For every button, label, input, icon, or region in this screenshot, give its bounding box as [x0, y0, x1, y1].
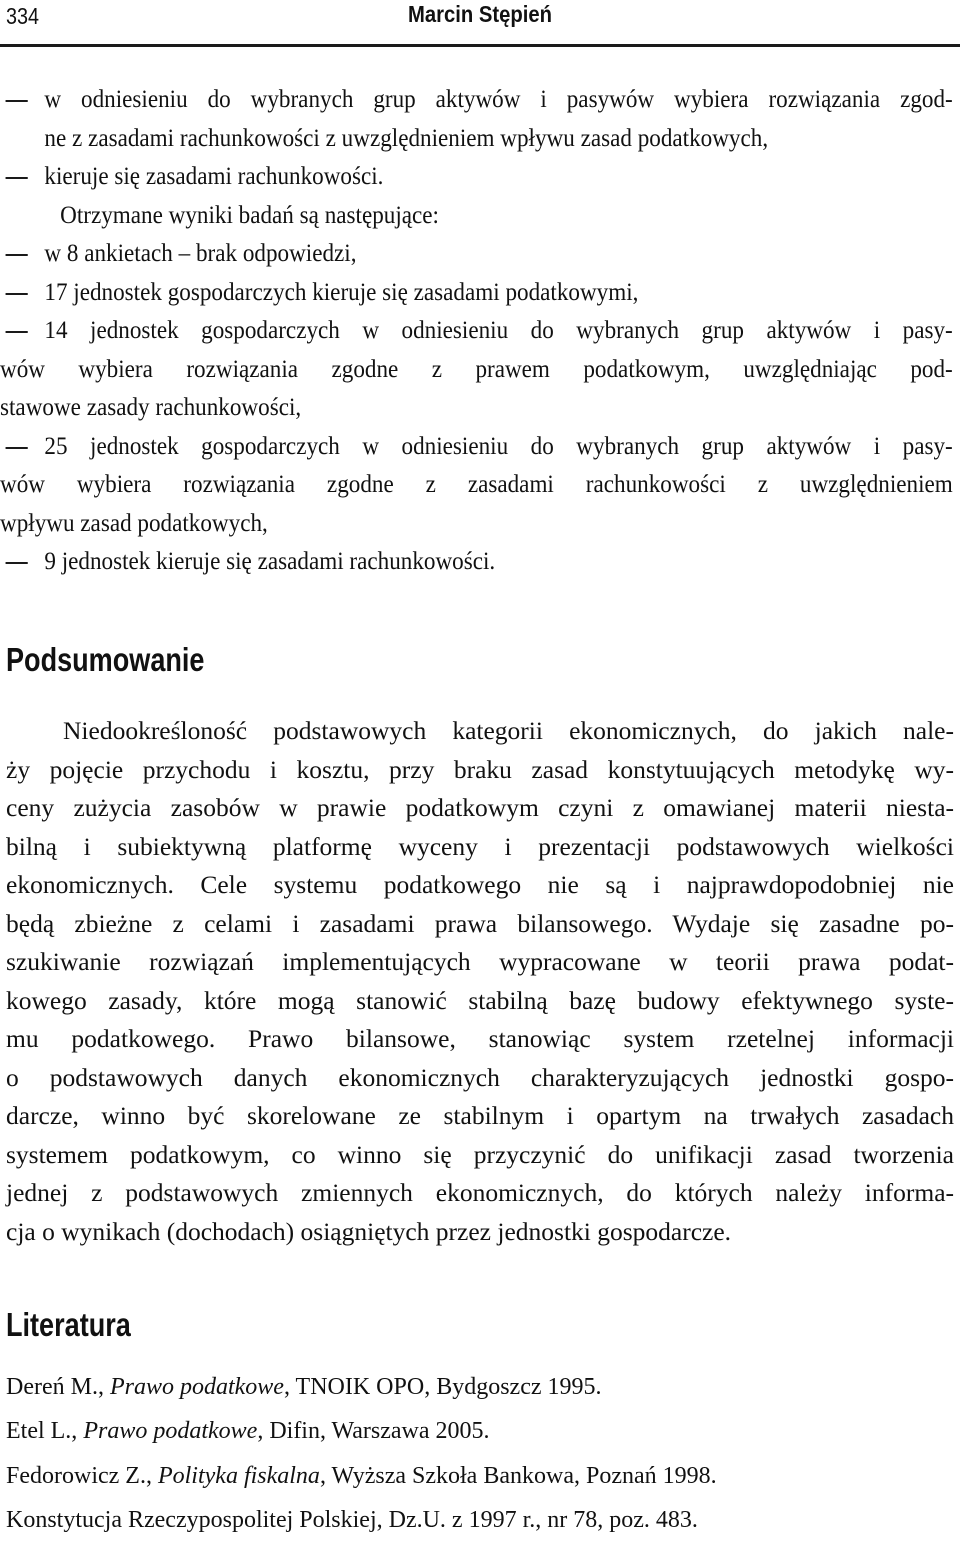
paragraph-line: kowego zasady, które mogą stanowić stabilną bazę budowy efektywnego syste-: [6, 985, 954, 1015]
paragraph-line: będą zbieżne z celami i zasadami prawa bilansowego. Wydaje się zasadne po-: [6, 908, 954, 938]
paragraph-line: cja o wynikach (dochodach) osiągniętych przez jednostki gospodarcze.: [6, 1216, 732, 1246]
list-item: 14 jednostek gospodarczych w odniesieniu do wybranych grup aktywów i pasy-: [0, 312, 953, 351]
paragraph-line: o podstawowych danych ekonomicznych charakteryzujących jednostki gospo-: [6, 1062, 954, 1092]
section-heading-summary: Podsumowanie: [6, 641, 205, 678]
list-item: kieruje się zasadami rachunkowości.: [0, 158, 953, 197]
reference-title: Polityka fiskalna: [157, 1462, 320, 1489]
page-number: 334: [6, 3, 40, 29]
reference-item: Konstytucja Rzeczypospolitej Polskiej, Dz.U. z 1997 r., nr 78, poz. 483.: [6, 1506, 698, 1533]
paragraph-line: bilną i subiektywną platformę wyceny i prezentacji podstawowych wielkości: [6, 831, 954, 861]
list-item-continuation: w odniesieniu do wybranych grup aktywów i pasywów wybiera rozwiązania zgod-: [0, 81, 953, 120]
reference-title: Prawo podatkowe: [83, 1418, 258, 1445]
paragraph-line: ekonomicznych. Cele systemu podatkowego nie są i najprawdopodobniej nie: [6, 870, 954, 899]
dash-bullet-icon: [6, 100, 28, 102]
paragraph-line: Niedookreśloność podstawowych kategorii ekonomicznych, do jakich nale-: [63, 716, 954, 745]
list-item: 9 jednostek kieruje się zasadami rachunkowości.: [0, 543, 953, 582]
paragraph-line: systemem podatkowym, co winno się przyczynić do unifikacji zasad tworzenia: [6, 1139, 954, 1169]
reference-list: [6, 1372, 956, 1549]
list-item: w 8 ankietach – brak odpowiedzi,: [0, 235, 953, 274]
reference-item: Fedorowicz Z., Polityka fiskalna, Wyższa Szkoła Bankowa, Poznań 1998.: [6, 1462, 717, 1489]
list-item-continuation: wów wybiera rozwiązania zgodne z zasadami rachunkowości z uwzględnieniem: [0, 471, 953, 498]
list-item-continuation: stawowe zasady rachunkowości,: [0, 394, 302, 421]
dash-bullet-icon: [6, 331, 28, 333]
reference-item: Dereń M., Prawo podatkowe, TNOIK OPO, Bydgoszcz 1995.: [6, 1374, 602, 1400]
summary-paragraph: [6, 712, 954, 1251]
dash-bullet-icon: [6, 562, 28, 564]
dash-bullet-icon: [6, 447, 28, 449]
list-item: 17 jednostek gospodarczych kieruje się zasadami podatkowymi,: [0, 274, 953, 313]
paragraph-line: jednej z podstawowych zmiennych ekonomicznych, do których należy informa-: [6, 1178, 954, 1207]
paragraph-line: mu podatkowego. Prawo bilansowe, stanowiąc system rzetelnej informacji: [6, 1024, 954, 1053]
paragraph-line: ży pojęcie przychodu i kosztu, przy braku zasad konstytuujących metodykę wy-: [6, 754, 954, 784]
paragraph-line: ceny zużycia zasobów w prawie podatkowym czyni z omawianej materii niesta-: [6, 793, 954, 822]
list-item: 25 jednostek gospodarczych w odniesieniu do wybranych grup aktywów i pasy-: [0, 428, 953, 467]
reference-title: Prawo podatkowe: [109, 1374, 284, 1400]
dash-bullet-icon: [6, 293, 28, 295]
running-header: [0, 0, 960, 47]
section-heading-literature: Literatura: [6, 1306, 131, 1343]
running-header-author: Marcin Stępień: [408, 1, 552, 27]
reference-item: Etel L., Prawo podatkowe, Difin, Warszawa 2005.: [6, 1418, 490, 1445]
survey-results-block: [0, 81, 953, 582]
list-item-continuation: ne z zasadami rachunkowości z uwzględnieniem wpływu zasad podatkowych,: [44, 124, 769, 152]
list-item-continuation: wów wybiera rozwiązania zgodne z prawem podatkowym, uwzględniając pod-: [0, 355, 953, 383]
list-item-continuation: wpływu zasad podatkowych,: [0, 509, 268, 537]
paragraph-line: darcze, winno być skorelowane ze stabilnym i opartym na trwałych zasadach: [6, 1101, 954, 1130]
paragraph-line: szukiwanie rozwiązań implementujących wypracowane w teorii prawa podat-: [6, 947, 954, 976]
dash-bullet-icon: [6, 177, 28, 179]
dash-bullet-icon: [6, 254, 28, 256]
results-intro: Otrzymane wyniki badań są następujące:: [60, 201, 439, 229]
